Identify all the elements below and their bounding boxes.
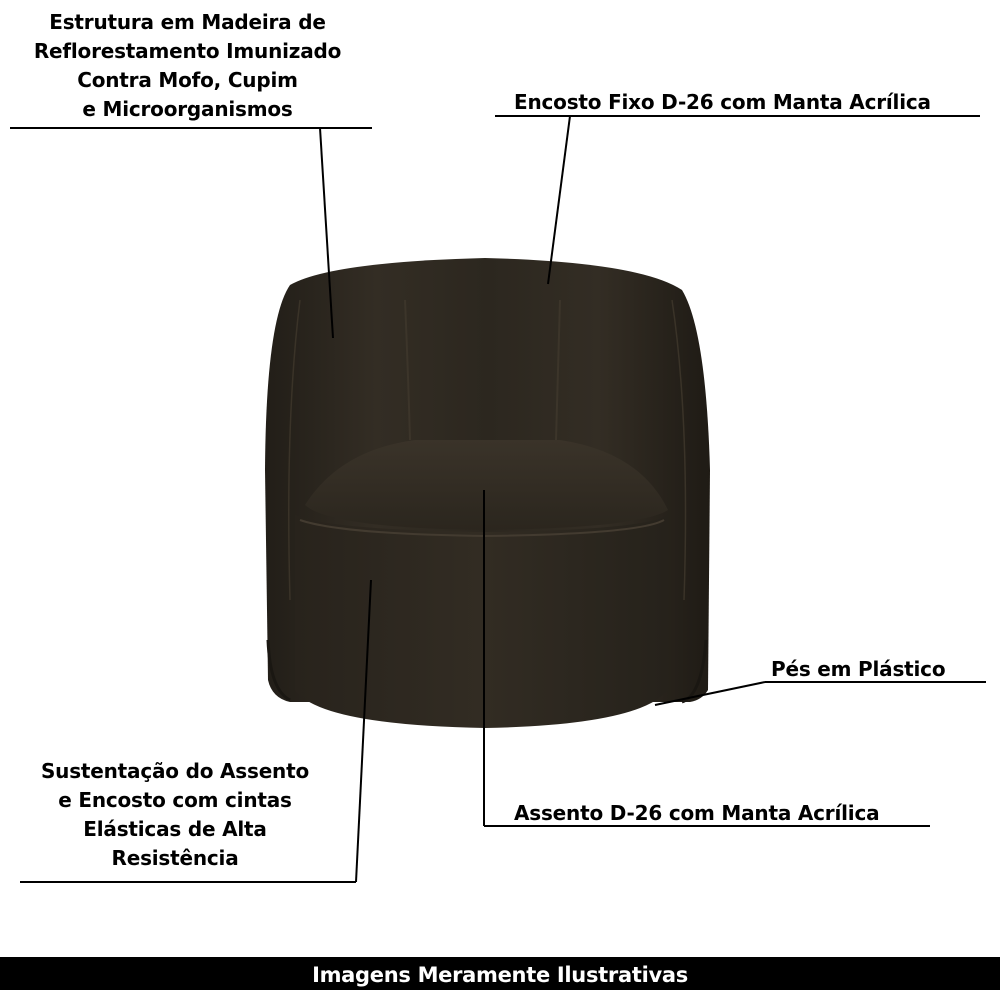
callout-sustentacao-line: e Encosto com cintas: [58, 788, 292, 812]
callout-sustentacao: [20, 757, 330, 873]
seat-base: [295, 515, 668, 728]
callout-assento: Assento D-26 com Manta Acrílica: [514, 801, 880, 825]
callout-estrutura-line: Reflorestamento Imunizado: [33, 39, 342, 63]
leader-encosto: [548, 116, 570, 284]
callout-encosto: Encosto Fixo D-26 com Manta Acrílica: [514, 90, 931, 114]
disclaimer-footer: Imagens Meramente Ilustrativas: [0, 957, 1000, 990]
callout-sustentacao-line: Elásticas de Alta: [83, 817, 267, 841]
callout-sustentacao-line: Sustentação do Assento: [40, 759, 310, 783]
callout-pes: Pés em Plástico: [771, 657, 946, 681]
callout-estrutura-line: Estrutura em Madeira de: [49, 10, 326, 34]
callout-sustentacao-line: Resistência: [111, 846, 239, 870]
callout-estrutura: [20, 8, 355, 124]
callout-estrutura-line: Contra Mofo, Cupim: [77, 68, 298, 92]
callout-estrutura-line: e Microorganismos: [82, 97, 293, 121]
